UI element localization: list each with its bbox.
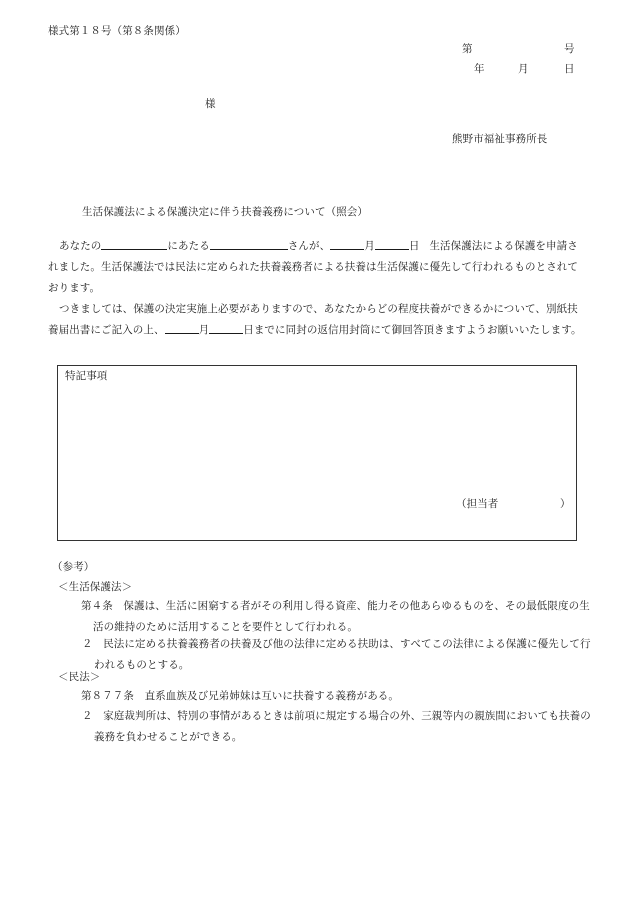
reply-month-field[interactable]: [165, 322, 199, 334]
application-day-field[interactable]: [375, 238, 409, 250]
law1-article4: 第４条 保護は、生活に困窮する者がその利用し得る資産、能力その他あらゆるものを、その最低限度の生活の維持のために活用することを要件として行われる。: [81, 600, 590, 633]
law2-title: ＜民法＞: [58, 671, 101, 683]
paragraph-2: [48, 299, 588, 341]
officer-label-open: （担当者: [456, 498, 499, 510]
p2-text-b: までに同封の返信用封筒にて御回答頂きますようお願いいたします。: [253, 324, 582, 336]
addressee-suffix: 様: [205, 98, 216, 110]
p1-text-c: さんが、: [287, 240, 331, 252]
relationship-field[interactable]: [210, 238, 288, 250]
paragraph-1: [48, 236, 588, 299]
doc-number-suffix: 号: [564, 43, 575, 55]
law1-article4-item2: ２ 民法に定める扶養義務者の扶養及び他の法律に定める扶助は、すべてこの法律による保護に優先して行われるものとする。: [82, 638, 591, 671]
document-title: 生活保護法による保護決定に伴う扶養義務について（照会）: [82, 206, 368, 218]
p2-day-label: 日: [243, 324, 254, 336]
form-number: 様式第１８号（第８条関係）: [48, 25, 186, 37]
special-notes-box[interactable]: [57, 365, 577, 541]
p1-day-label: 日: [408, 240, 420, 252]
law2-article877: 第８７７条 直系血族及び兄弟姉妹は互いに扶養する義務がある。: [81, 690, 399, 702]
date-year: 年: [474, 63, 485, 75]
p1-month-label: 月: [364, 240, 375, 252]
p1-text-a: あなたの: [59, 240, 102, 252]
law1-title: ＜生活保護法＞: [58, 581, 133, 593]
law2-article877-item2: ２ 家庭裁判所は、特別の事情があるときは前項に規定する場合の外、三親等内の親族間においても扶養の義務を負わせることができる。: [82, 710, 591, 743]
p2-month-label: 月: [198, 324, 210, 336]
reference-heading: （参考）: [52, 561, 95, 573]
issuer-name: 熊野市福祉事務所長: [452, 133, 548, 145]
doc-number-prefix: 第: [462, 43, 473, 55]
p2-text-a: つきましては、保護の決定実施上必要がありますので、あなたからどの程度扶養ができるかについて、別紙扶養届出書にご記入の上、: [48, 303, 578, 336]
p1-text-d: 生活保護法による保護を申請されました。生活保護法では民法に定められた扶養義務者による扶養は生活保護に優先して行われるものとされております。: [48, 240, 578, 294]
reply-day-field[interactable]: [209, 322, 243, 334]
officer-label-close: ）: [560, 498, 571, 510]
relative-name-field[interactable]: [101, 238, 167, 250]
application-month-field[interactable]: [330, 238, 364, 250]
date-month: 月: [518, 63, 529, 75]
p1-text-b: にあたる: [167, 240, 210, 252]
special-notes-label: 特記事項: [65, 370, 108, 382]
date-day: 日: [564, 63, 575, 75]
